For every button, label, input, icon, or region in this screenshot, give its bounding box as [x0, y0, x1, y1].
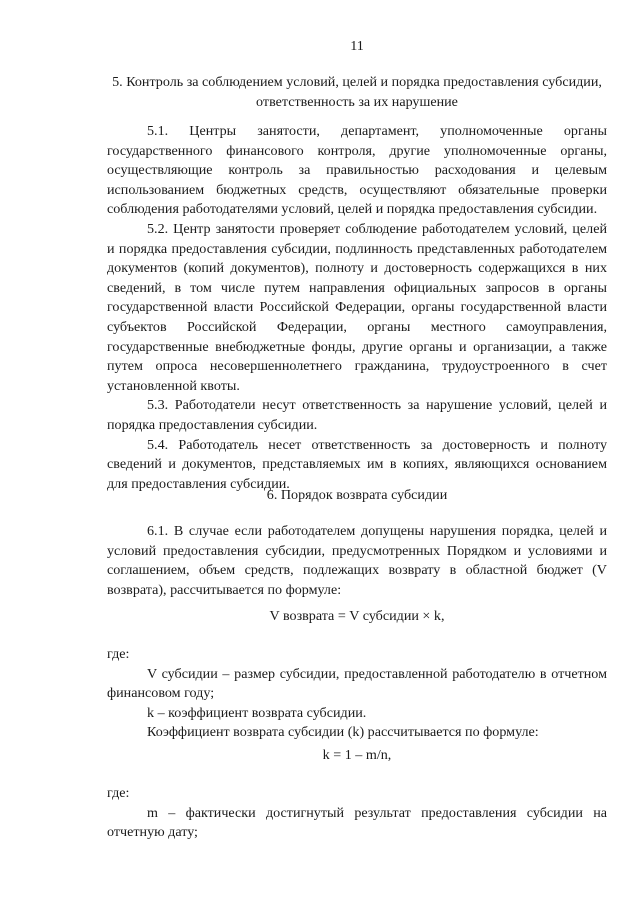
- definitions-1: [107, 645, 607, 743]
- formula-v-return: V возврата = V субсидии × k,: [269, 608, 445, 624]
- section-6-body: [107, 522, 607, 600]
- section-6: [107, 486, 607, 506]
- definitions-2: [107, 784, 607, 843]
- paragraph-5-4: 5.4. Работодатель несет ответственность за достоверность и полноту сведений и документов, представляемых им в копиях, являющихся основанием для предоставления субсидии.: [107, 436, 607, 492]
- paragraph-5-2: 5.2. Центр занятости проверяет соблюдение работодателем условий, целей и порядка предоставления субсидии, подлинность представленных работодателем документов (копий документов), полноту и достоверность содержащихся в них сведений, в том числе путем направления официальных запросов в органы государственной власти Российской Федерации, органы государственной власти субъектов Российской Федерации, органы местного самоуправления, государственные внебюджетные фонды, другие органы и организации, а также путем опроса несовершеннолетнего гражданина, трудоустроенного в счет установленной квоты.: [107, 220, 607, 394]
- section-5-heading: 5. Контроль за соблюдением условий, целей и порядка предоставления субсидии, ответственность за их нарушение: [112, 74, 602, 110]
- formula-k-block: [107, 746, 607, 766]
- paragraph-5-3: 5.3. Работодатели несут ответственность за нарушение условий, целей и порядка предоставления субсидии.: [107, 397, 607, 433]
- definition-k: k – коэффициент возврата субсидии.: [147, 704, 367, 721]
- formula-v-block: [107, 607, 607, 627]
- definition-v-subsidy: V субсидии – размер субсидии, предоставленной работодателю в отчетном финансовом году;: [107, 665, 607, 702]
- where-label-2: где:: [107, 785, 130, 801]
- paragraph-6-1: 6.1. В случае если работодателем допущены нарушения порядка, целей и условий предоставления субсидии, предусмотренных Порядком и условиями и соглашением, объем средств, подлежащих возврату в областной бюджет (V возврата), рассчитывается по формуле:: [107, 523, 607, 598]
- formula-k: k = 1 – m/n,: [322, 747, 392, 763]
- paragraph-5-1: 5.1. Центры занятости, департамент, уполномоченные органы государственного финансового контроля, другие уполномоченные органы, осуществляющие контроль за правильностью расходования и целевым использованием бюджетных средств, осуществляют обязательные проверки соблюдения работодателями условий, целей и порядка предоставления субсидии.: [107, 123, 607, 218]
- section-5-body: [107, 122, 607, 494]
- k-formula-intro: Коэффициент возврата субсидии (k) рассчитывается по формуле:: [147, 724, 539, 741]
- where-label-1: где:: [107, 646, 130, 662]
- section-5: [107, 73, 607, 112]
- section-6-heading: 6. Порядок возврата субсидии: [266, 487, 448, 503]
- page-number: 11: [350, 38, 364, 54]
- definition-m: m – фактически достигнутый результат предоставления субсидии на отчетную дату;: [107, 804, 607, 841]
